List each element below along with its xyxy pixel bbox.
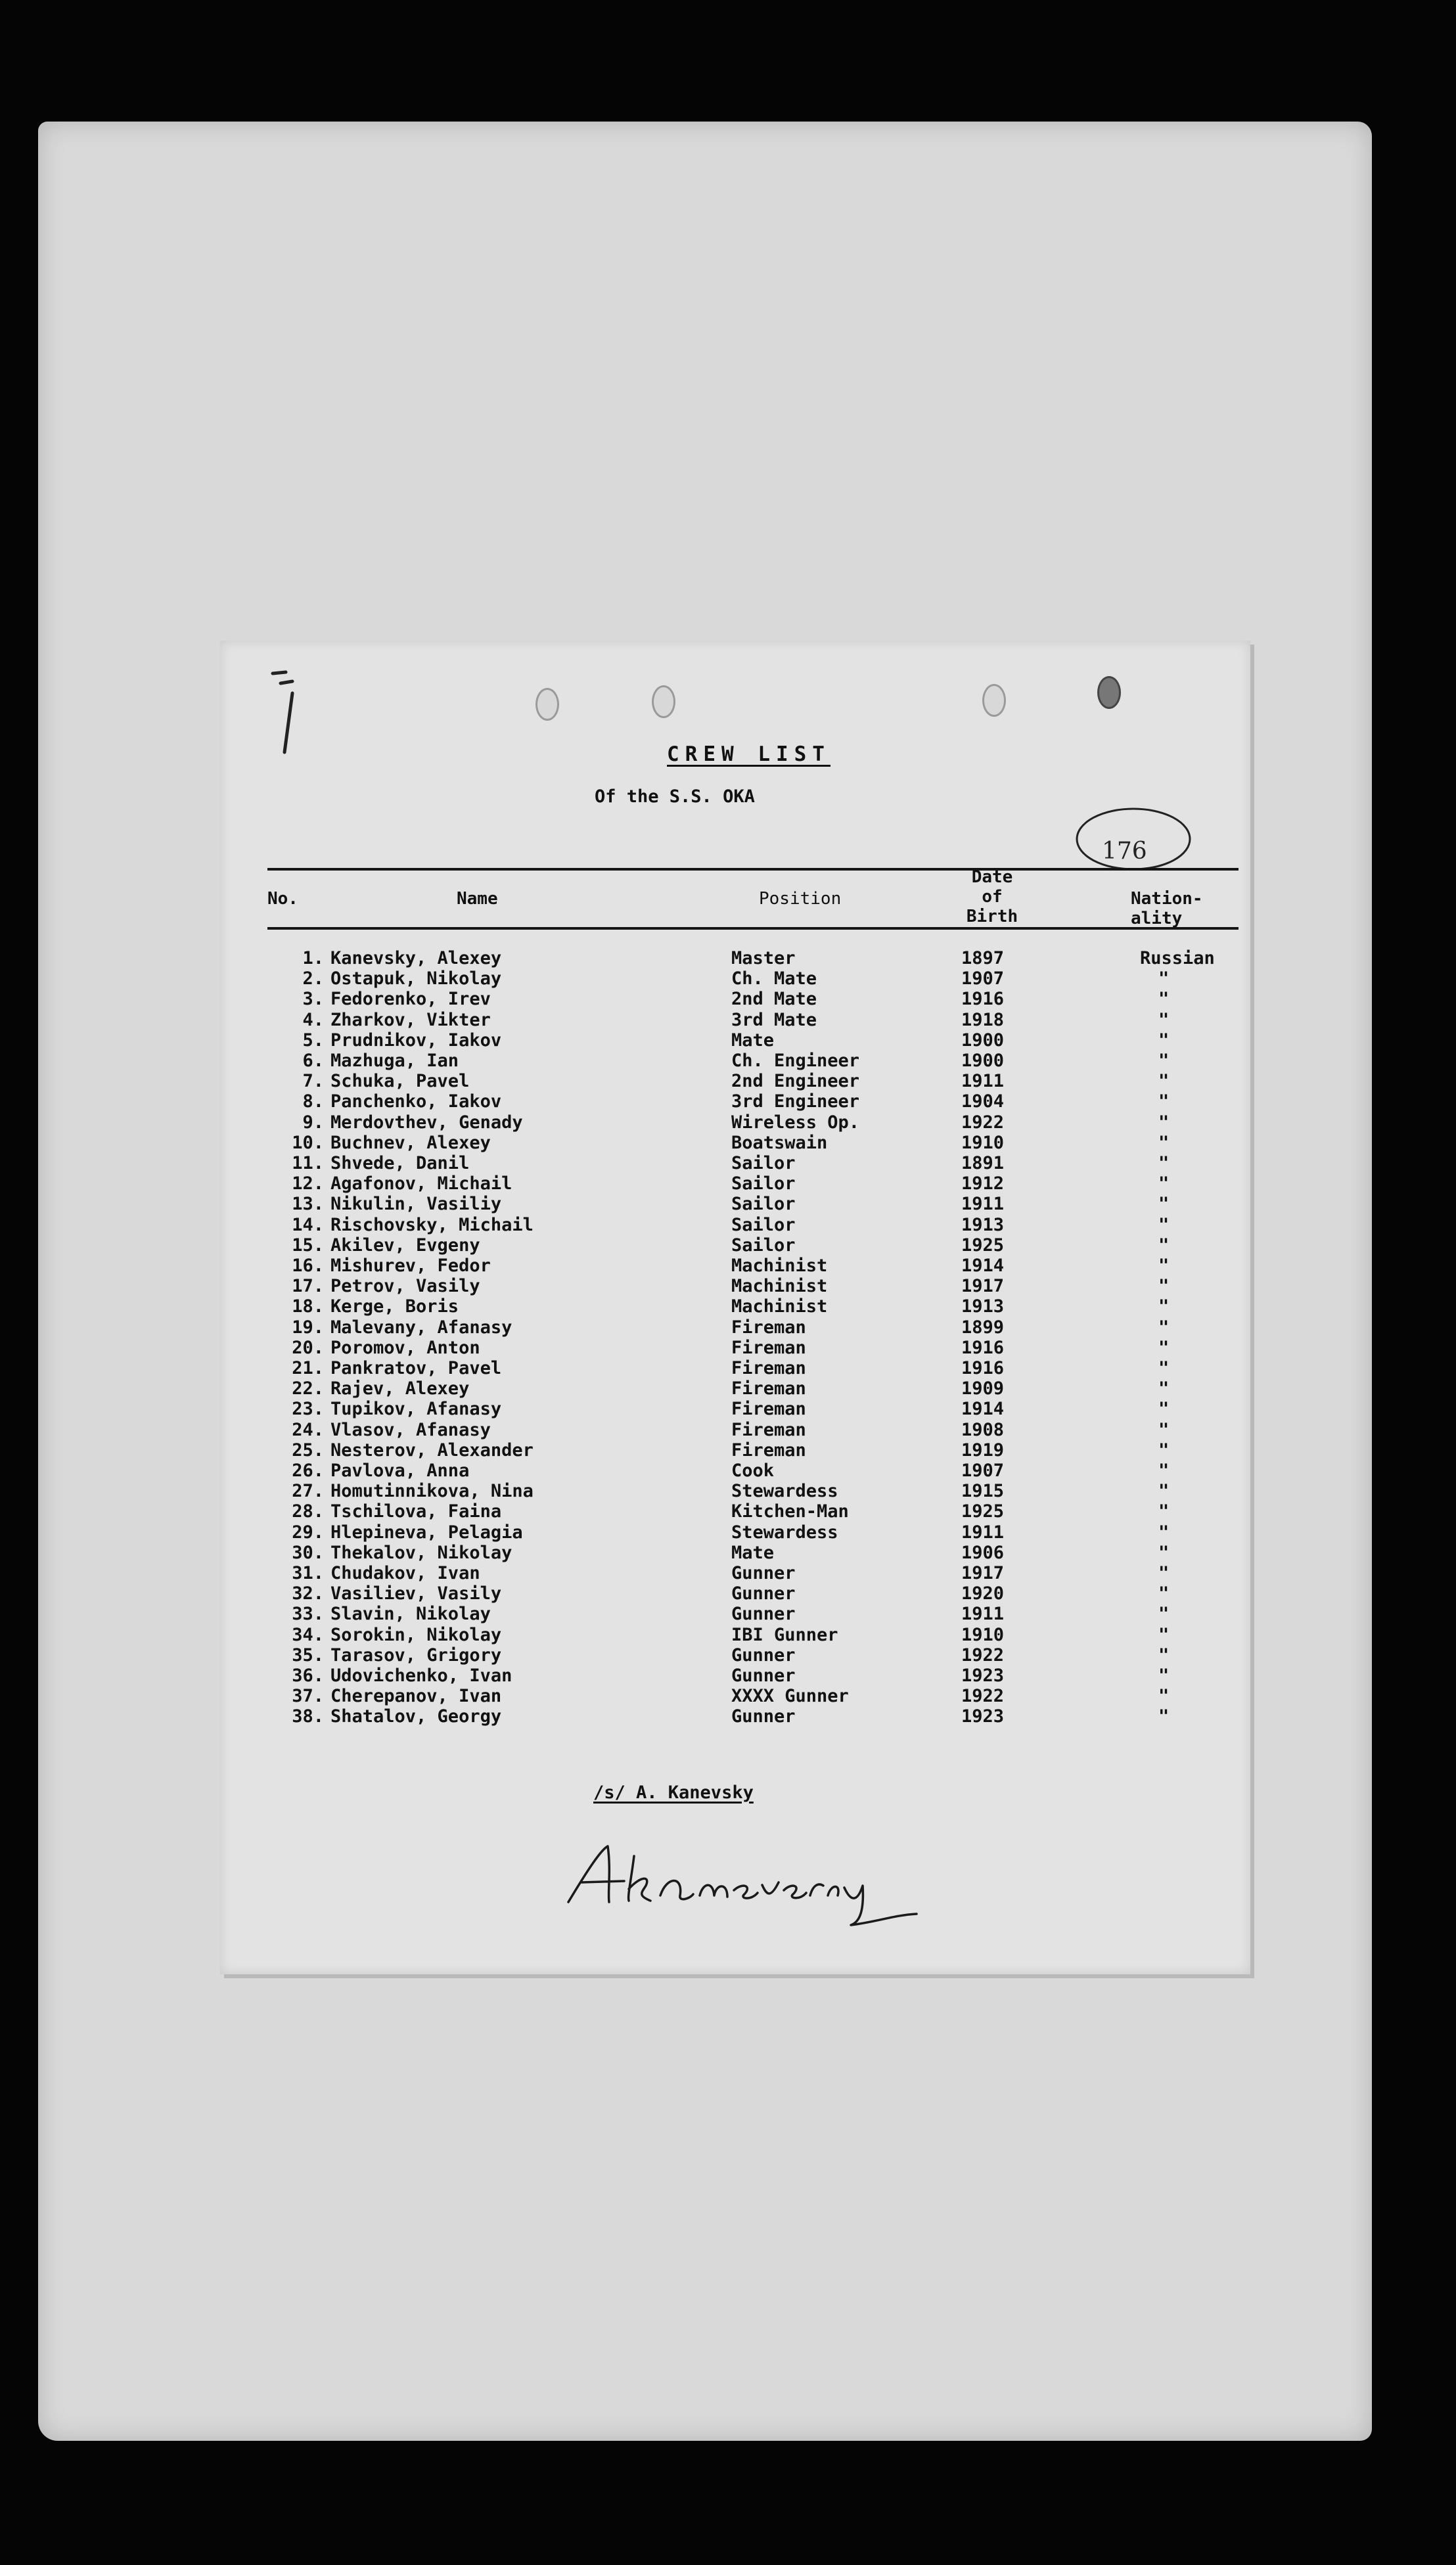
table-row — [220, 1686, 1250, 1706]
row-number: 4. — [302, 1009, 324, 1030]
crew-name: Merdovthev, Genady — [330, 1112, 523, 1133]
crew-position: Kitchen-Man — [731, 1501, 849, 1522]
table-row — [220, 1256, 1250, 1276]
crew-position: Master — [731, 948, 796, 968]
ditto-mark: " — [1158, 1030, 1170, 1051]
ditto-mark: " — [1158, 1173, 1170, 1194]
ditto-mark: " — [1158, 1091, 1170, 1112]
birth-year: 1913 — [961, 1214, 1005, 1235]
crew-position: Fireman — [731, 1399, 806, 1420]
row-number: 27. — [292, 1481, 324, 1502]
crew-name: Thekalov, Nikolay — [330, 1542, 512, 1563]
ditto-mark: " — [1158, 1071, 1170, 1092]
document-title: CREW LIST — [667, 742, 830, 766]
row-number: 21. — [292, 1358, 324, 1378]
table-row — [220, 1276, 1250, 1296]
ditto-mark: " — [1158, 1194, 1170, 1215]
crew-position: Fireman — [731, 1440, 806, 1461]
ditto-mark: " — [1158, 1009, 1170, 1030]
crew-position: Sailor — [731, 1153, 796, 1173]
ditto-mark: " — [1158, 1461, 1170, 1481]
ditto-mark: " — [1158, 989, 1170, 1010]
crew-name: Panchenko, Iakov — [330, 1091, 502, 1112]
crew-position: Fireman — [731, 1317, 806, 1338]
table-row — [220, 1543, 1250, 1563]
row-number: 13. — [292, 1194, 324, 1215]
column-header-nationality — [1131, 889, 1203, 928]
birth-year: 1910 — [961, 1624, 1005, 1645]
table-row — [220, 1030, 1250, 1051]
birth-header-line: Date — [971, 867, 1013, 887]
crew-name: Akilev, Evgeny — [330, 1235, 480, 1256]
birth-year: 1914 — [961, 1399, 1005, 1420]
table-row — [220, 1522, 1250, 1543]
crew-position: 3rd Mate — [731, 1009, 817, 1030]
ditto-mark: " — [1158, 1542, 1170, 1563]
birth-year: 1904 — [961, 1091, 1005, 1112]
crew-position: Mate — [731, 1542, 775, 1563]
crew-name: Tarasov, Grigory — [330, 1645, 502, 1666]
table-row — [220, 1010, 1250, 1030]
crew-name: Slavin, Nikolay — [330, 1604, 491, 1625]
birth-year: 1908 — [961, 1419, 1005, 1440]
crew-name: Kerge, Boris — [330, 1296, 459, 1317]
row-number: 36. — [292, 1666, 324, 1686]
birth-year: 1907 — [961, 968, 1005, 989]
crew-name: Shvede, Danil — [330, 1153, 470, 1173]
row-number: 16. — [292, 1256, 324, 1276]
crew-position: XXXX Gunner — [731, 1686, 849, 1707]
crew-name: Schuka, Pavel — [330, 1071, 470, 1092]
table-row — [220, 1583, 1250, 1604]
ditto-mark: " — [1158, 1132, 1170, 1153]
crew-name: Agafonov, Michail — [330, 1173, 512, 1194]
crew-name: Poromov, Anton — [330, 1337, 480, 1358]
birth-year: 1923 — [961, 1666, 1005, 1686]
crew-position: 2nd Mate — [731, 989, 817, 1010]
row-number: 8. — [302, 1091, 324, 1112]
table-row — [220, 948, 1250, 968]
table-row — [220, 1358, 1250, 1378]
crew-name: Shatalov, Georgy — [330, 1706, 502, 1727]
crew-position: Gunner — [731, 1583, 796, 1604]
birth-header-line: Birth — [966, 907, 1018, 926]
ditto-mark: " — [1158, 1666, 1170, 1686]
crew-position: Sailor — [731, 1194, 796, 1215]
crew-position: Gunner — [731, 1706, 796, 1727]
crew-list-sheet — [220, 641, 1250, 1974]
column-header-position: Position — [759, 889, 842, 909]
row-number: 31. — [292, 1563, 324, 1583]
ditto-mark: " — [1158, 968, 1170, 989]
crew-position: Mate — [731, 1030, 775, 1051]
column-header-name: Name — [457, 889, 498, 909]
ditto-mark: " — [1158, 1235, 1170, 1256]
crew-name: Zharkov, Vikter — [330, 1009, 491, 1030]
ditto-mark: " — [1158, 1153, 1170, 1173]
ditto-mark: " — [1158, 1706, 1170, 1727]
crew-position: Ch. Mate — [731, 968, 817, 989]
row-number: 23. — [292, 1399, 324, 1420]
table-row — [220, 1625, 1250, 1645]
birth-year: 1897 — [961, 948, 1005, 968]
birth-year: 1918 — [961, 1009, 1005, 1030]
crew-name: Prudnikov, Iakov — [330, 1030, 502, 1051]
crew-name: Nesterov, Alexander — [330, 1440, 534, 1461]
table-row — [220, 1153, 1250, 1173]
crew-name: Rischovsky, Michail — [330, 1214, 534, 1235]
ditto-mark: " — [1158, 1214, 1170, 1235]
crew-name: Homutinnikova, Nina — [330, 1481, 534, 1502]
typed-signature: /s/ A. Kanevsky — [593, 1782, 754, 1803]
punch-hole — [652, 685, 675, 718]
crew-position: Machinist — [731, 1276, 828, 1297]
pencil-mark — [266, 667, 319, 759]
table-row — [220, 1604, 1250, 1624]
crew-position: Wireless Op. — [731, 1112, 860, 1133]
table-row — [220, 1706, 1250, 1727]
crew-name: Sorokin, Nikolay — [330, 1624, 502, 1645]
table-row — [220, 1666, 1250, 1686]
table-row — [220, 1173, 1250, 1194]
crew-position: Sailor — [731, 1173, 796, 1194]
row-number: 15. — [292, 1235, 324, 1256]
table-row — [220, 1235, 1250, 1256]
crew-position: Ch. Engineer — [731, 1051, 860, 1071]
crew-position: 3rd Engineer — [731, 1091, 860, 1112]
table-row — [220, 1420, 1250, 1440]
birth-year: 1911 — [961, 1604, 1005, 1625]
crew-position: Sailor — [731, 1235, 796, 1256]
table-row — [220, 1338, 1250, 1358]
crew-name: Fedorenko, Irev — [330, 989, 491, 1010]
crew-name: Mishurev, Fedor — [330, 1256, 491, 1276]
birth-year: 1899 — [961, 1317, 1005, 1338]
birth-year: 1911 — [961, 1071, 1005, 1092]
table-row — [220, 1378, 1250, 1399]
crew-name: Petrov, Vasily — [330, 1276, 480, 1297]
birth-year: 1920 — [961, 1583, 1005, 1604]
punch-hole — [535, 688, 559, 721]
row-number: 11. — [292, 1153, 324, 1173]
column-header-birth — [956, 867, 1028, 926]
birth-year: 1916 — [961, 989, 1005, 1010]
birth-year: 1916 — [961, 1358, 1005, 1378]
birth-header-line: of — [982, 887, 1003, 907]
row-number: 2. — [302, 968, 324, 989]
row-number: 14. — [292, 1214, 324, 1235]
crew-position: Machinist — [731, 1256, 828, 1276]
ditto-mark: " — [1158, 1645, 1170, 1666]
ditto-mark: " — [1158, 1583, 1170, 1604]
column-header-no: No. — [267, 889, 298, 909]
ditto-mark: " — [1158, 1522, 1170, 1543]
table-row — [220, 1091, 1250, 1112]
ditto-mark: " — [1158, 1419, 1170, 1440]
row-number: 34. — [292, 1624, 324, 1645]
crew-position: Fireman — [731, 1358, 806, 1378]
crew-name: Malevany, Afanasy — [330, 1317, 512, 1338]
crew-position: Stewardess — [731, 1522, 838, 1543]
crew-position: Gunner — [731, 1666, 796, 1686]
nationality-header-line: Nation- — [1131, 889, 1203, 909]
crew-name: Mazhuga, Ian — [330, 1051, 459, 1071]
row-number: 35. — [292, 1645, 324, 1666]
table-row — [220, 1481, 1250, 1501]
birth-year: 1923 — [961, 1706, 1005, 1727]
table-row — [220, 1194, 1250, 1214]
table-row — [220, 1440, 1250, 1461]
row-number: 12. — [292, 1173, 324, 1194]
crew-position: IBI Gunner — [731, 1624, 838, 1645]
crew-position: Cook — [731, 1461, 775, 1481]
ditto-mark: " — [1158, 1051, 1170, 1071]
table-row — [220, 1317, 1250, 1338]
ditto-mark: " — [1158, 1256, 1170, 1276]
row-number: 29. — [292, 1522, 324, 1543]
crew-name: Nikulin, Vasiliy — [330, 1194, 502, 1215]
crew-name: Chudakov, Ivan — [330, 1563, 480, 1583]
crew-name: Pankratov, Pavel — [330, 1358, 502, 1378]
birth-year: 1906 — [961, 1542, 1005, 1563]
table-row — [220, 1563, 1250, 1583]
crew-name: Tupikov, Afanasy — [330, 1399, 502, 1420]
document-subtitle: Of the S.S. OKA — [595, 786, 755, 807]
birth-year: 1922 — [961, 1645, 1005, 1666]
birth-year: 1891 — [961, 1153, 1005, 1173]
table-row — [220, 1112, 1250, 1133]
row-number: 22. — [292, 1378, 324, 1399]
row-number: 6. — [302, 1051, 324, 1071]
row-number: 20. — [292, 1337, 324, 1358]
crew-position: Gunner — [731, 1604, 796, 1625]
ditto-mark: " — [1158, 1399, 1170, 1420]
ditto-mark: " — [1158, 1337, 1170, 1358]
row-number: 37. — [292, 1686, 324, 1707]
table-row — [220, 1399, 1250, 1419]
birth-year: 1900 — [961, 1030, 1005, 1051]
ditto-mark: " — [1158, 1358, 1170, 1378]
row-number: 10. — [292, 1132, 324, 1153]
crew-position: Gunner — [731, 1645, 796, 1666]
birth-year: 1917 — [961, 1276, 1005, 1297]
crew-position: Machinist — [731, 1296, 828, 1317]
birth-year: 1912 — [961, 1173, 1005, 1194]
birth-year: 1907 — [961, 1461, 1005, 1481]
row-number: 24. — [292, 1419, 324, 1440]
table-row — [220, 1461, 1250, 1481]
crew-name: Buchnev, Alexey — [330, 1132, 491, 1153]
birth-year: 1919 — [961, 1440, 1005, 1461]
row-number: 33. — [292, 1604, 324, 1625]
page-number: 176 — [1102, 838, 1147, 865]
ditto-mark: " — [1158, 1317, 1170, 1338]
handwritten-signature — [562, 1830, 930, 1928]
table-row — [220, 1501, 1250, 1522]
row-number: 18. — [292, 1296, 324, 1317]
table-row — [220, 1645, 1250, 1666]
birth-year: 1900 — [961, 1051, 1005, 1071]
header-top-rule — [267, 868, 1239, 871]
ditto-mark: " — [1158, 1501, 1170, 1522]
birth-year: 1916 — [961, 1337, 1005, 1358]
table-row — [220, 989, 1250, 1009]
birth-year: 1913 — [961, 1296, 1005, 1317]
birth-year: 1922 — [961, 1112, 1005, 1133]
crew-position: 2nd Engineer — [731, 1071, 860, 1092]
punch-hole — [1097, 676, 1121, 709]
crew-position: Fireman — [731, 1337, 806, 1358]
row-number: 19. — [292, 1317, 324, 1338]
crew-position: Boatswain — [731, 1132, 828, 1153]
crew-name: Udovichenko, Ivan — [330, 1666, 512, 1686]
row-number: 32. — [292, 1583, 324, 1604]
row-number: 7. — [302, 1071, 324, 1092]
crew-name: Vlasov, Afanasy — [330, 1419, 491, 1440]
row-number: 3. — [302, 989, 324, 1010]
birth-year: 1925 — [961, 1501, 1005, 1522]
row-number: 17. — [292, 1276, 324, 1297]
birth-year: 1914 — [961, 1256, 1005, 1276]
ditto-mark: " — [1158, 1563, 1170, 1583]
table-row — [220, 1296, 1250, 1317]
crew-name: Rajev, Alexey — [330, 1378, 470, 1399]
row-number: 28. — [292, 1501, 324, 1522]
table-row — [220, 968, 1250, 989]
header-bottom-rule — [267, 927, 1239, 930]
nationality-header-line: ality — [1131, 909, 1183, 928]
birth-year: 1909 — [961, 1378, 1005, 1399]
table-row — [220, 1051, 1250, 1071]
birth-year: 1910 — [961, 1132, 1005, 1153]
crew-name: Kanevsky, Alexey — [330, 948, 502, 968]
ditto-mark: " — [1158, 1440, 1170, 1461]
row-number: 5. — [302, 1030, 324, 1051]
crew-name: Vasiliev, Vasily — [330, 1583, 502, 1604]
birth-year: 1917 — [961, 1563, 1005, 1583]
birth-year: 1925 — [961, 1235, 1005, 1256]
table-row — [220, 1215, 1250, 1235]
crew-name: Cherepanov, Ivan — [330, 1686, 502, 1707]
birth-year: 1922 — [961, 1686, 1005, 1707]
row-number: 38. — [292, 1706, 324, 1727]
birth-year: 1911 — [961, 1522, 1005, 1543]
crew-name: Ostapuk, Nikolay — [330, 968, 502, 989]
ditto-mark: " — [1158, 1296, 1170, 1317]
ditto-mark: " — [1158, 1276, 1170, 1297]
row-number: 26. — [292, 1461, 324, 1481]
crew-name: Hlepineva, Pelagia — [330, 1522, 523, 1543]
row-number: 25. — [292, 1440, 324, 1461]
row-number: 1. — [302, 948, 324, 968]
crew-position: Fireman — [731, 1419, 806, 1440]
crew-position: Stewardess — [731, 1481, 838, 1502]
ditto-mark: " — [1158, 1624, 1170, 1645]
birth-year: 1911 — [961, 1194, 1005, 1215]
punch-hole — [982, 684, 1006, 717]
ditto-mark: " — [1158, 1686, 1170, 1707]
ditto-mark: " — [1158, 1604, 1170, 1625]
crew-name: Tschilova, Faina — [330, 1501, 502, 1522]
birth-year: 1915 — [961, 1481, 1005, 1502]
row-number: 30. — [292, 1542, 324, 1563]
nationality: Russian — [1140, 948, 1215, 968]
table-row — [220, 1071, 1250, 1091]
ditto-mark: " — [1158, 1481, 1170, 1502]
table-row — [220, 1133, 1250, 1153]
crew-position: Sailor — [731, 1214, 796, 1235]
crew-position: Fireman — [731, 1378, 806, 1399]
row-number: 9. — [302, 1112, 324, 1133]
ditto-mark: " — [1158, 1378, 1170, 1399]
crew-position: Gunner — [731, 1563, 796, 1583]
crew-name: Pavlova, Anna — [330, 1461, 470, 1481]
ditto-mark: " — [1158, 1112, 1170, 1133]
